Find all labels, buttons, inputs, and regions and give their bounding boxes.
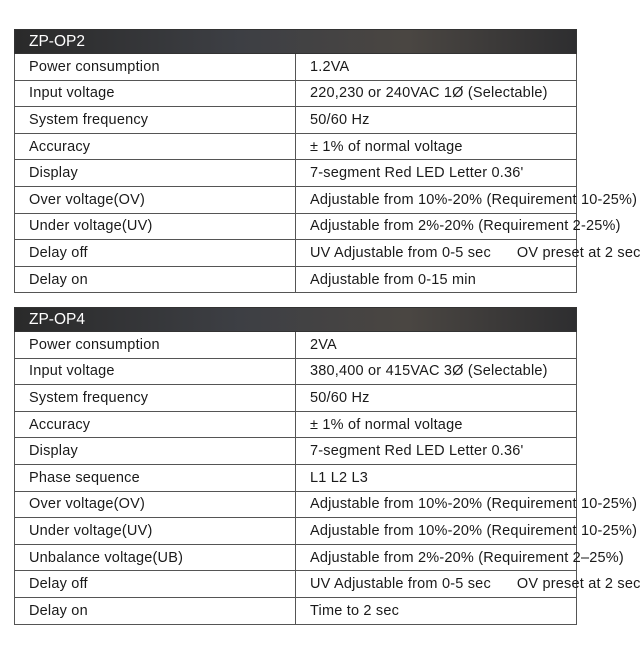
row-label: Accuracy: [15, 133, 296, 160]
row-label: Delay off: [15, 571, 296, 598]
table-row: [15, 186, 577, 213]
row-label: Phase sequence: [15, 464, 296, 491]
table-row: [15, 240, 577, 267]
row-label: Delay off: [15, 240, 296, 267]
table-row: [15, 160, 577, 187]
table-row: [15, 107, 577, 134]
row-label: Under voltage(UV): [15, 518, 296, 545]
table-header-row: [15, 308, 577, 332]
table-row: [15, 571, 577, 598]
table-title: ZP-OP2: [15, 30, 577, 54]
row-label: Input voltage: [15, 80, 296, 107]
row-value: Adjustable from 10%-20% (Requirement 10-25%): [296, 518, 577, 545]
row-value: 50/60 Hz: [296, 107, 577, 134]
row-value: 7-segment Red LED Letter 0.36': [296, 438, 577, 465]
row-value: Adjustable from 10%-20% (Requirement 10-25%): [296, 491, 577, 518]
row-value: L1 L2 L3: [296, 464, 577, 491]
table-row: [15, 358, 577, 385]
row-value: Adjustable from 0-15 min: [296, 266, 577, 293]
row-value: 2VA: [296, 332, 577, 359]
row-label: Power consumption: [15, 54, 296, 81]
spec-table-zp-op4: [14, 307, 641, 625]
row-label: Delay on: [15, 266, 296, 293]
row-value: ± 1% of normal voltage: [296, 133, 577, 160]
table-row: [15, 464, 577, 491]
row-value: 50/60 Hz: [296, 385, 577, 412]
table-row: [15, 80, 577, 107]
row-label: Display: [15, 160, 296, 187]
row-value: Time to 2 sec: [296, 597, 577, 624]
table-row: [15, 491, 577, 518]
row-value-secondary: OV preset at 2 sec: [516, 576, 641, 593]
table-header-row: [15, 30, 577, 54]
row-value: ± 1% of normal voltage: [296, 411, 577, 438]
table-row: [15, 411, 577, 438]
row-value-secondary: OV preset at 2 sec: [516, 244, 641, 261]
row-label: Over voltage(OV): [15, 491, 296, 518]
row-label: System frequency: [15, 107, 296, 134]
table-row: [15, 518, 577, 545]
table-row: [15, 332, 577, 359]
row-value: Adjustable from 2%-20% (Requirement 2–25%): [296, 544, 577, 571]
row-label: Display: [15, 438, 296, 465]
row-label: Under voltage(UV): [15, 213, 296, 240]
row-value: 220,230 or 240VAC 1Ø (Selectable): [296, 80, 577, 107]
row-label: Input voltage: [15, 358, 296, 385]
spec-table-zp-op2: [14, 29, 641, 293]
table-row: [15, 266, 577, 293]
row-label: Power consumption: [15, 332, 296, 359]
row-label: Unbalance voltage(UB): [15, 544, 296, 571]
table-row: [15, 597, 577, 624]
row-value: [296, 571, 641, 598]
row-value: [296, 240, 641, 267]
row-value: 7-segment Red LED Letter 0.36': [296, 160, 577, 187]
table-row: [15, 54, 577, 81]
row-label: Delay on: [15, 597, 296, 624]
row-value: Adjustable from 2%-20% (Requirement 2-25%): [296, 213, 577, 240]
table-row: [15, 385, 577, 412]
row-value: 380,400 or 415VAC 3Ø (Selectable): [296, 358, 577, 385]
row-value-primary: UV Adjustable from 0-5 sec: [310, 576, 491, 593]
row-label: Accuracy: [15, 411, 296, 438]
table-row: [15, 133, 577, 160]
row-label: Over voltage(OV): [15, 186, 296, 213]
row-label: System frequency: [15, 385, 296, 412]
table-row: [15, 438, 577, 465]
row-value-primary: UV Adjustable from 0-5 sec: [310, 244, 491, 261]
table-row: [15, 544, 577, 571]
table-row: [15, 213, 577, 240]
row-value: Adjustable from 10%-20% (Requirement 10-25%): [296, 186, 577, 213]
row-value: 1.2VA: [296, 54, 577, 81]
table-title: ZP-OP4: [15, 308, 577, 332]
